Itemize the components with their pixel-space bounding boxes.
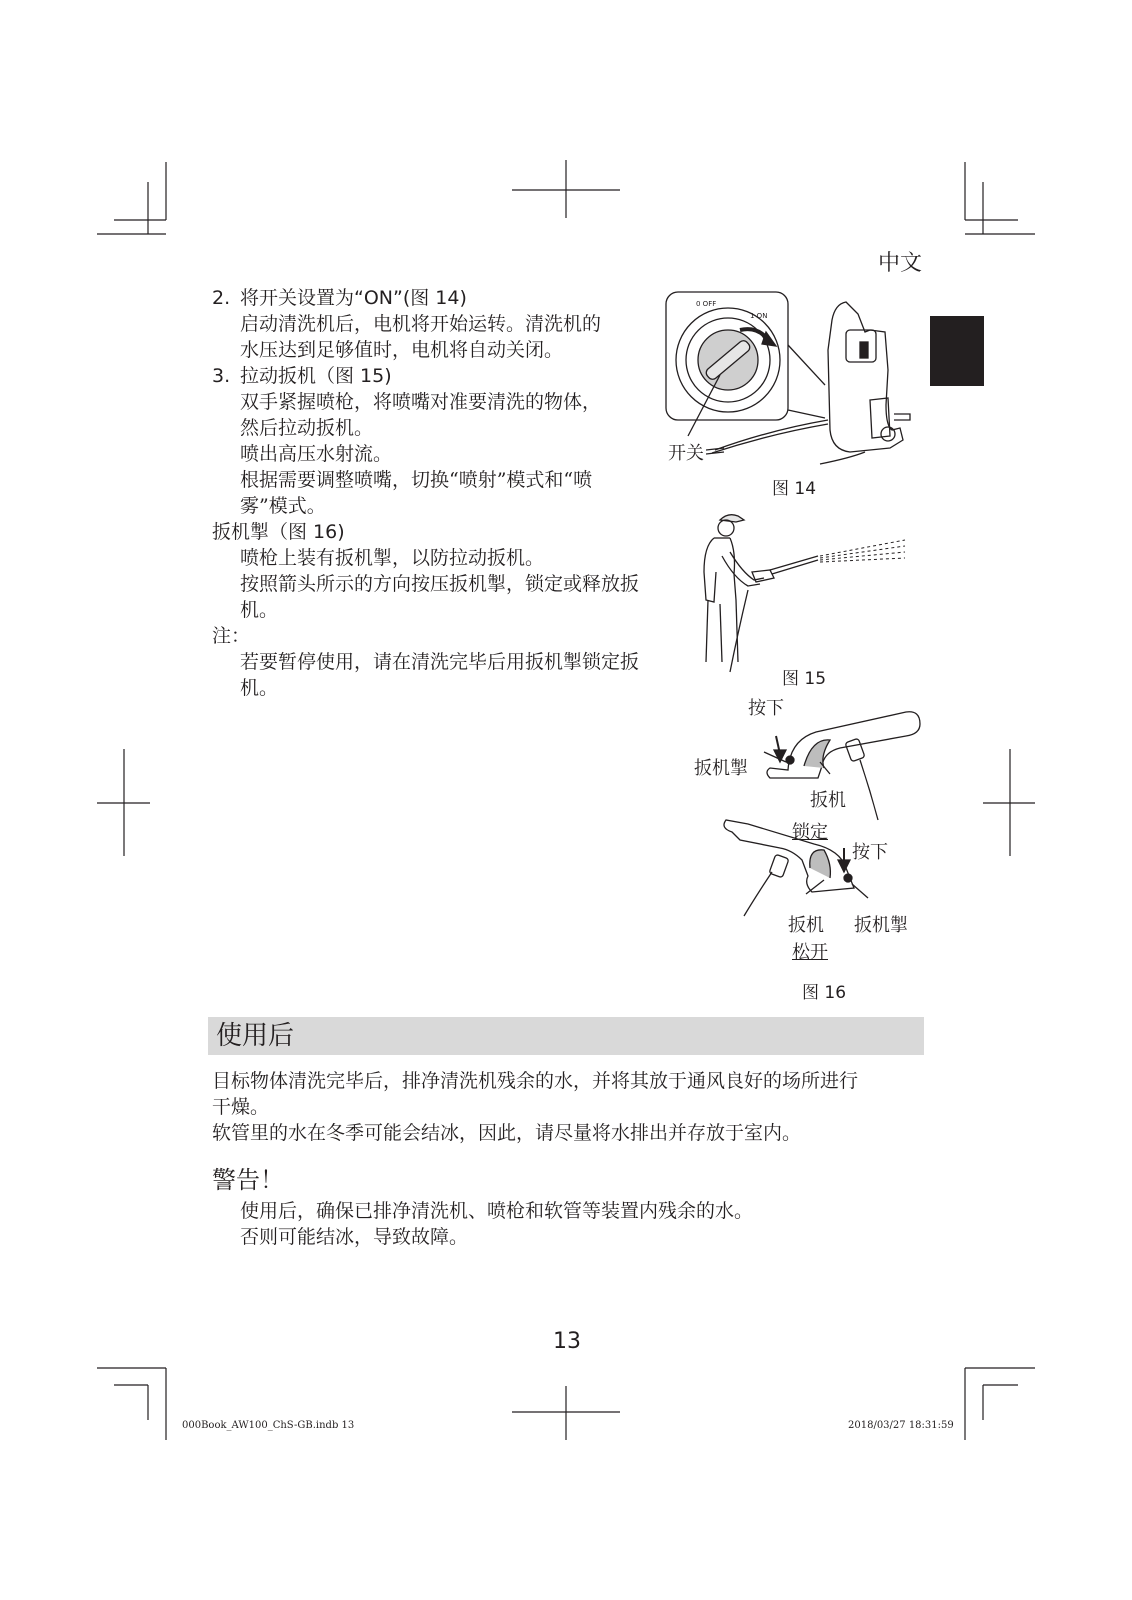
fig14-caption: 图 14	[772, 479, 817, 499]
step-2-number: 2.	[212, 287, 231, 309]
trigger-lock-title: 扳机掣（图 16)	[212, 521, 345, 543]
language-tab-marker	[930, 316, 984, 386]
step-3-number: 3.	[212, 365, 231, 387]
trigger-lock-line: 机。	[240, 599, 279, 621]
step-2-line: 启动清洗机后，电机将开始运转。清洗机的	[240, 313, 602, 335]
fig16-illustration	[720, 700, 930, 930]
fig15-caption: 图 15	[782, 669, 827, 689]
after-use-line: 目标物体清洗完毕后，排净清洗机残余的水，并将其放于通风良好的场所进行	[212, 1070, 859, 1092]
warning-line: 使用后，确保已排净清洗机、喷枪和软管等装置内残余的水。	[240, 1200, 754, 1222]
fig16-release-state: 松开	[792, 942, 828, 963]
note-label: 注：	[212, 625, 251, 647]
fig16-trigger-lock-label-2: 扳机掣	[854, 915, 908, 936]
warning-line: 否则可能结冰，导致故障。	[240, 1226, 469, 1248]
print-timestamp: 2018/03/27 18:31:59	[848, 1420, 954, 1431]
step-3-title: 拉动扳机（图 15)	[240, 365, 392, 387]
step-3-line: 雾”模式。	[240, 495, 326, 517]
fig16-trigger-lock-label-1: 扳机掣	[694, 758, 748, 779]
step-2-line: 水压达到足够值时，电机将自动关闭。	[240, 339, 564, 361]
trigger-lock-line: 喷枪上装有扳机掣，以防拉动扳机。	[240, 547, 545, 569]
warning-heading: 警告！	[212, 1166, 284, 1194]
step-3-line: 双手紧握喷枪，将喷嘴对准要清洗的物体，	[240, 391, 602, 413]
page-number: 13	[553, 1329, 581, 1354]
fig14-off-mark: 0 OFF	[696, 300, 717, 308]
trigger-lock-line: 按照箭头所示的方向按压扳机掣，锁定或释放扳	[240, 573, 640, 595]
fig16-press-label-1: 按下	[748, 698, 784, 719]
fig16-lock-state: 锁定	[792, 822, 828, 843]
note-line: 若要暂停使用，请在清洗完毕后用扳机掣锁定扳	[240, 651, 640, 673]
fig14-on-mark: 1 ON	[750, 312, 768, 320]
file-slug: 000Book_AW100_ChS-GB.indb 13	[182, 1420, 355, 1431]
step-3-line: 根据需要调整喷嘴，切换“喷射”模式和“喷	[240, 469, 593, 491]
fig14-leader-line	[706, 446, 726, 460]
section-heading-bar	[208, 1017, 924, 1055]
after-use-line: 软管里的水在冬季可能会结冰，因此，请尽量将水排出并存放于室内。	[212, 1122, 802, 1144]
fig14-switch-label: 开关	[668, 443, 704, 464]
note-line: 机。	[240, 677, 279, 699]
step-2-title: 将开关设置为“ON”(图 14)	[240, 287, 467, 309]
fig16-caption: 图 16	[802, 983, 847, 1003]
after-use-line: 干燥。	[212, 1096, 270, 1118]
step-3-line: 然后拉动扳机。	[240, 417, 374, 439]
section-heading-after-use: 使用后	[216, 1021, 295, 1051]
fig16-trigger-label-2: 扳机	[788, 915, 824, 936]
language-label: 中文	[878, 251, 923, 276]
fig15-illustration	[700, 512, 930, 677]
step-3-line: 喷出高压水射流。	[240, 443, 393, 465]
fig16-press-label-2: 按下	[852, 842, 888, 863]
fig16-trigger-label-1: 扳机	[810, 790, 846, 811]
